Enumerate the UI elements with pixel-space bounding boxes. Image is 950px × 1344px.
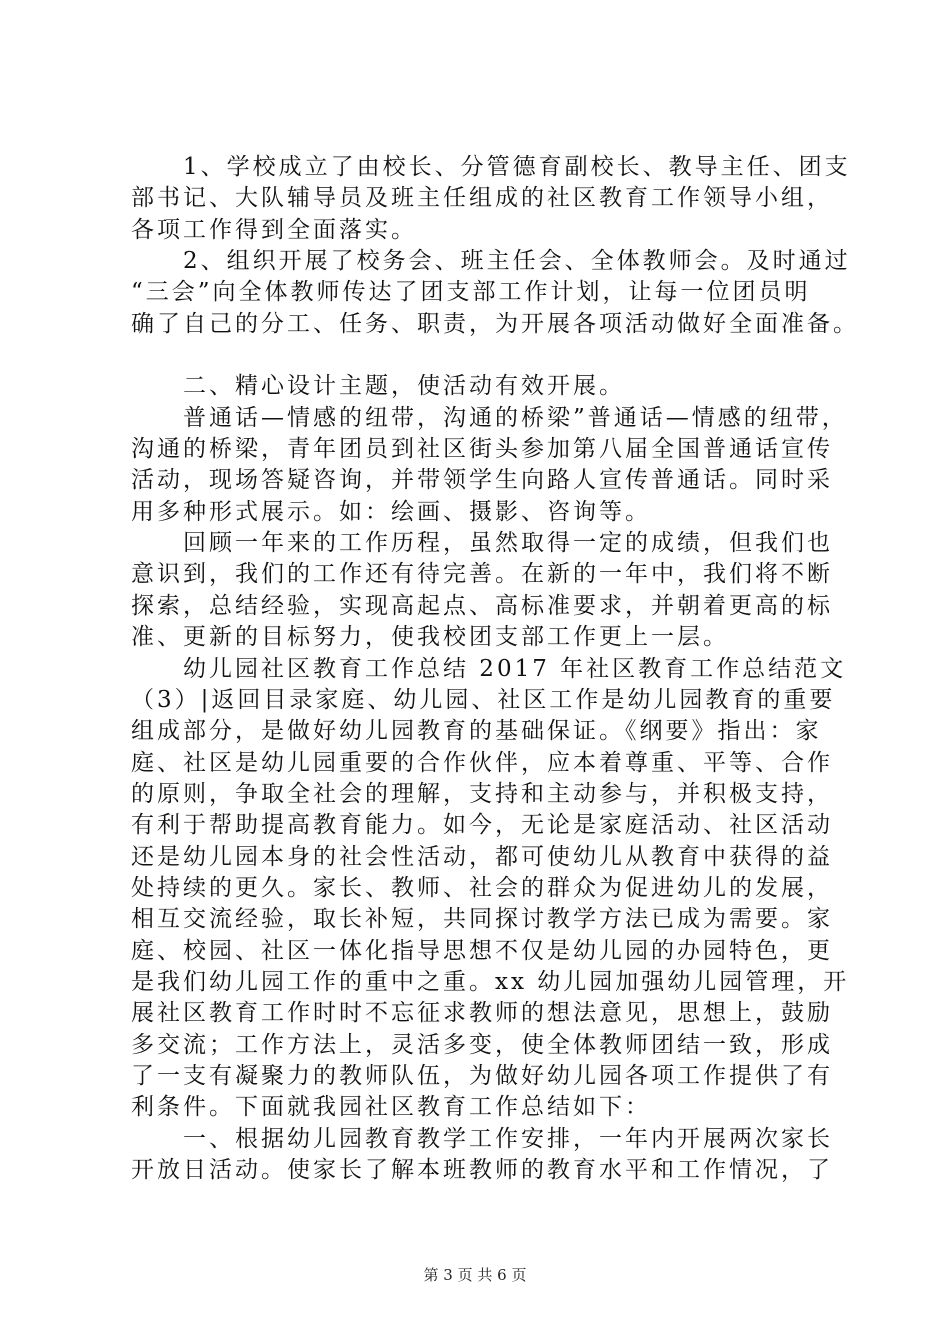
text-line: 部书记、大队辅导员及班主任组成的社区教育工作领导小组， xyxy=(131,185,833,211)
text-line: 开放日活动。使家长了解本班教师的教育水平和工作情况，了 xyxy=(131,1157,833,1183)
text-line: 展社区教育工作时时不忘征求教师的想法意见，思想上，鼓励 xyxy=(131,1000,833,1026)
text-line: 有利于帮助提高教育能力。如今，无论是家庭活动、社区活动 xyxy=(131,812,833,838)
text-line: 各项工作得到全面落实。 xyxy=(131,217,417,243)
text-line: 准、更新的目标努力，使我校团支部工作更上一层。 xyxy=(131,624,729,650)
text-line: 一、根据幼儿园教育教学工作安排，一年内开展两次家长 xyxy=(131,1126,833,1152)
text-line: 多交流；工作方法上，灵活多变，使全体教师团结一致，形成 xyxy=(131,1032,833,1058)
text-line: 相互交流经验，取长补短，共同探讨教学方法已成为需要。家 xyxy=(131,906,833,932)
text-line: 的原则，争取全社会的理解，支持和主动参与，并积极支持， xyxy=(131,781,833,807)
text-line: “三会”向全体教师传达了团支部工作计划，让每一位团员明 xyxy=(131,279,811,305)
text-line: 1、学校成立了由校长、分管德育副校长、教导主任、团支 xyxy=(131,154,851,180)
text-line: 普通话—情感的纽带，沟通的桥梁”普通话—情感的纽带， xyxy=(131,405,848,431)
text-line: 处持续的更久。家长、教师、社会的群众为促进幼儿的发展， xyxy=(131,875,833,901)
text-line: 意识到，我们的工作还有待完善。在新的一年中，我们将不断 xyxy=(131,561,833,587)
text-line: 探索，总结经验，实现高起点、高标准要求，并朝着更高的标 xyxy=(131,593,833,619)
text-line: 还是幼儿园本身的社会性活动，都可使幼儿从教育中获得的益 xyxy=(131,844,833,870)
text-line: 活动，现场答疑咨询，并带领学生向路人宣传普通话。同时采 xyxy=(131,467,833,493)
page-number-footer: 第 3 页 共 6 页 xyxy=(423,1266,527,1284)
text-line: 利条件。下面就我园社区教育工作总结如下： xyxy=(131,1094,651,1120)
text-line: 了一支有凝聚力的教师队伍，为做好幼儿园各项工作提供了有 xyxy=(131,1063,833,1089)
text-line: 二、精心设计主题，使活动有效开展。 xyxy=(131,373,625,399)
text-line: 庭、校园、社区一体化指导思想不仅是幼儿园的办园特色，更 xyxy=(131,938,833,964)
text-line: 是我们幼儿园工作的重中之重。xx 幼儿园加强幼儿园管理，开 xyxy=(131,969,850,995)
text-line: 沟通的桥梁，青年团员到社区街头参加第八届全国普通话宣传 xyxy=(131,436,833,462)
text-line: 确了自己的分工、任务、职责，为开展各项活动做好全面准备。 xyxy=(131,311,859,337)
text-line: 庭、社区是幼儿园重要的合作伙伴，应本着尊重、平等、合作 xyxy=(131,750,833,776)
text-line: （3）|返回目录家庭、幼儿园、社区工作是幼儿园教育的重要 xyxy=(131,687,836,713)
text-line: 2、组织开展了校务会、班主任会、全体教师会。及时通过 xyxy=(131,248,851,274)
text-line: 回顾一年来的工作历程，虽然取得一定的成绩，但我们也 xyxy=(131,530,833,556)
text-line: 幼儿园社区教育工作总结 2017 年社区教育工作总结范文 xyxy=(131,656,847,682)
text-line: 用多种形式展示。如：绘画、摄影、咨询等。 xyxy=(131,499,651,525)
text-line: 组成部分，是做好幼儿园教育的基础保证。《纲要》指出：家 xyxy=(131,718,822,744)
